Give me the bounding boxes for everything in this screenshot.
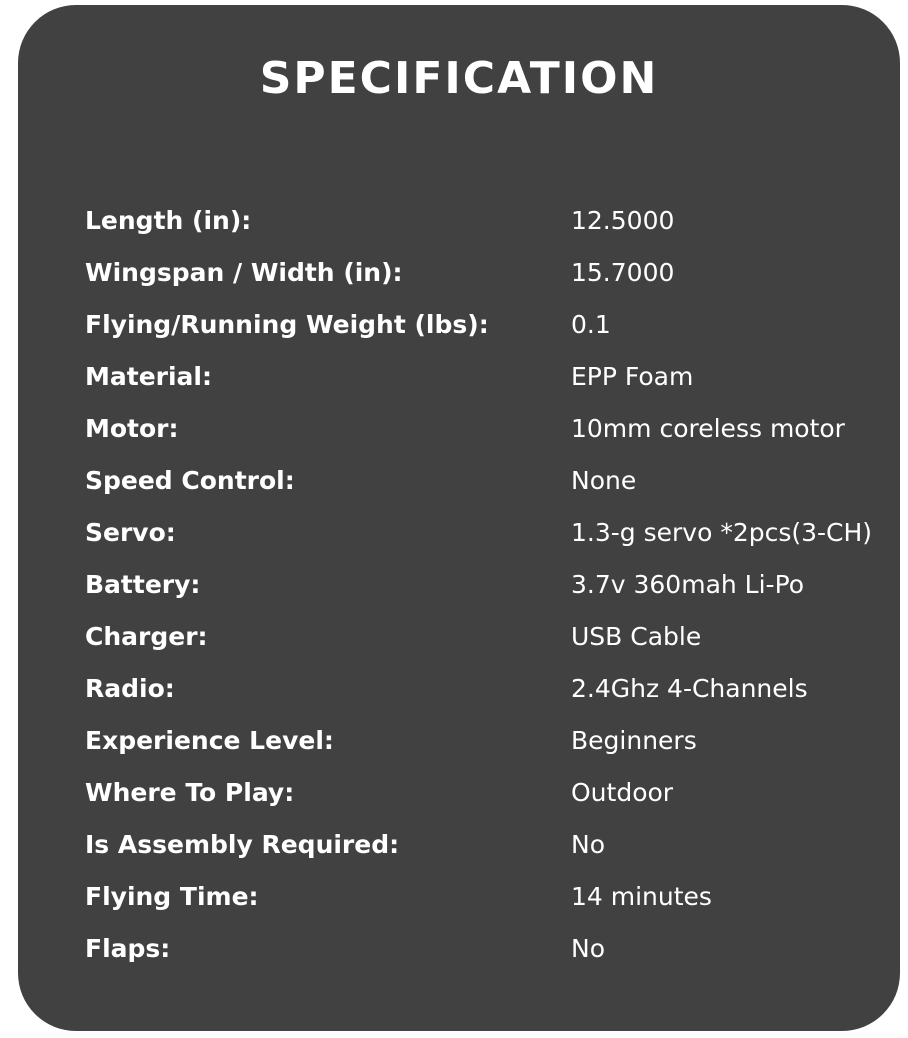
- spec-label: Length (in):: [85, 206, 252, 235]
- spec-label: Speed Control:: [85, 466, 295, 495]
- spec-row-motor: [85, 403, 890, 455]
- spec-label: Is Assembly Required:: [85, 830, 400, 859]
- spec-row-flying-time: [85, 871, 890, 923]
- spec-label: Experience Level:: [85, 726, 334, 755]
- spec-row-material: [85, 351, 890, 403]
- spec-value: 12.5000: [571, 206, 675, 235]
- spec-value: 10mm coreless motor: [571, 414, 845, 443]
- spec-label: Servo:: [85, 518, 176, 547]
- spec-value: Outdoor: [571, 778, 674, 807]
- spec-label: Radio:: [85, 674, 175, 703]
- spec-value: USB Cable: [571, 622, 702, 651]
- spec-row-flaps: [85, 923, 890, 975]
- spec-row-radio: [85, 663, 890, 715]
- spec-row-wingspan: [85, 247, 890, 299]
- page-title: SPECIFICATION: [259, 53, 659, 104]
- spec-label: Motor:: [85, 414, 179, 443]
- spec-row-servo: [85, 507, 890, 559]
- spec-value: 0.1: [571, 310, 611, 339]
- spec-row-weight: [85, 299, 890, 351]
- spec-row-length: [85, 195, 890, 247]
- spec-row-charger: [85, 611, 890, 663]
- spec-row-speed-control: [85, 455, 890, 507]
- spec-label: Flying/Running Weight (lbs):: [85, 310, 489, 339]
- spec-row-battery: [85, 559, 890, 611]
- spec-value: 15.7000: [571, 258, 675, 287]
- spec-label: Charger:: [85, 622, 208, 651]
- spec-row-experience-level: [85, 715, 890, 767]
- spec-value: EPP Foam: [571, 362, 694, 391]
- spec-label: Wingspan / Width (in):: [85, 258, 403, 287]
- spec-value: No: [571, 934, 605, 963]
- spec-row-assembly-required: [85, 819, 890, 871]
- spec-value: 14 minutes: [571, 882, 712, 911]
- spec-value: 1.3-g servo *2pcs(3-CH): [571, 518, 873, 547]
- specification-card: [18, 5, 900, 1031]
- spec-label: Flying Time:: [85, 882, 259, 911]
- spec-label: Where To Play:: [85, 778, 295, 807]
- spec-value: 2.4Ghz 4-Channels: [571, 674, 808, 703]
- spec-label: Battery:: [85, 570, 201, 599]
- spec-row-where-to-play: [85, 767, 890, 819]
- spec-value: None: [571, 466, 637, 495]
- spec-label: Material:: [85, 362, 212, 391]
- spec-list: [85, 195, 890, 975]
- spec-value: No: [571, 830, 605, 859]
- spec-value: 3.7v 360mah Li-Po: [571, 570, 805, 599]
- spec-label: Flaps:: [85, 934, 171, 963]
- spec-value: Beginners: [571, 726, 697, 755]
